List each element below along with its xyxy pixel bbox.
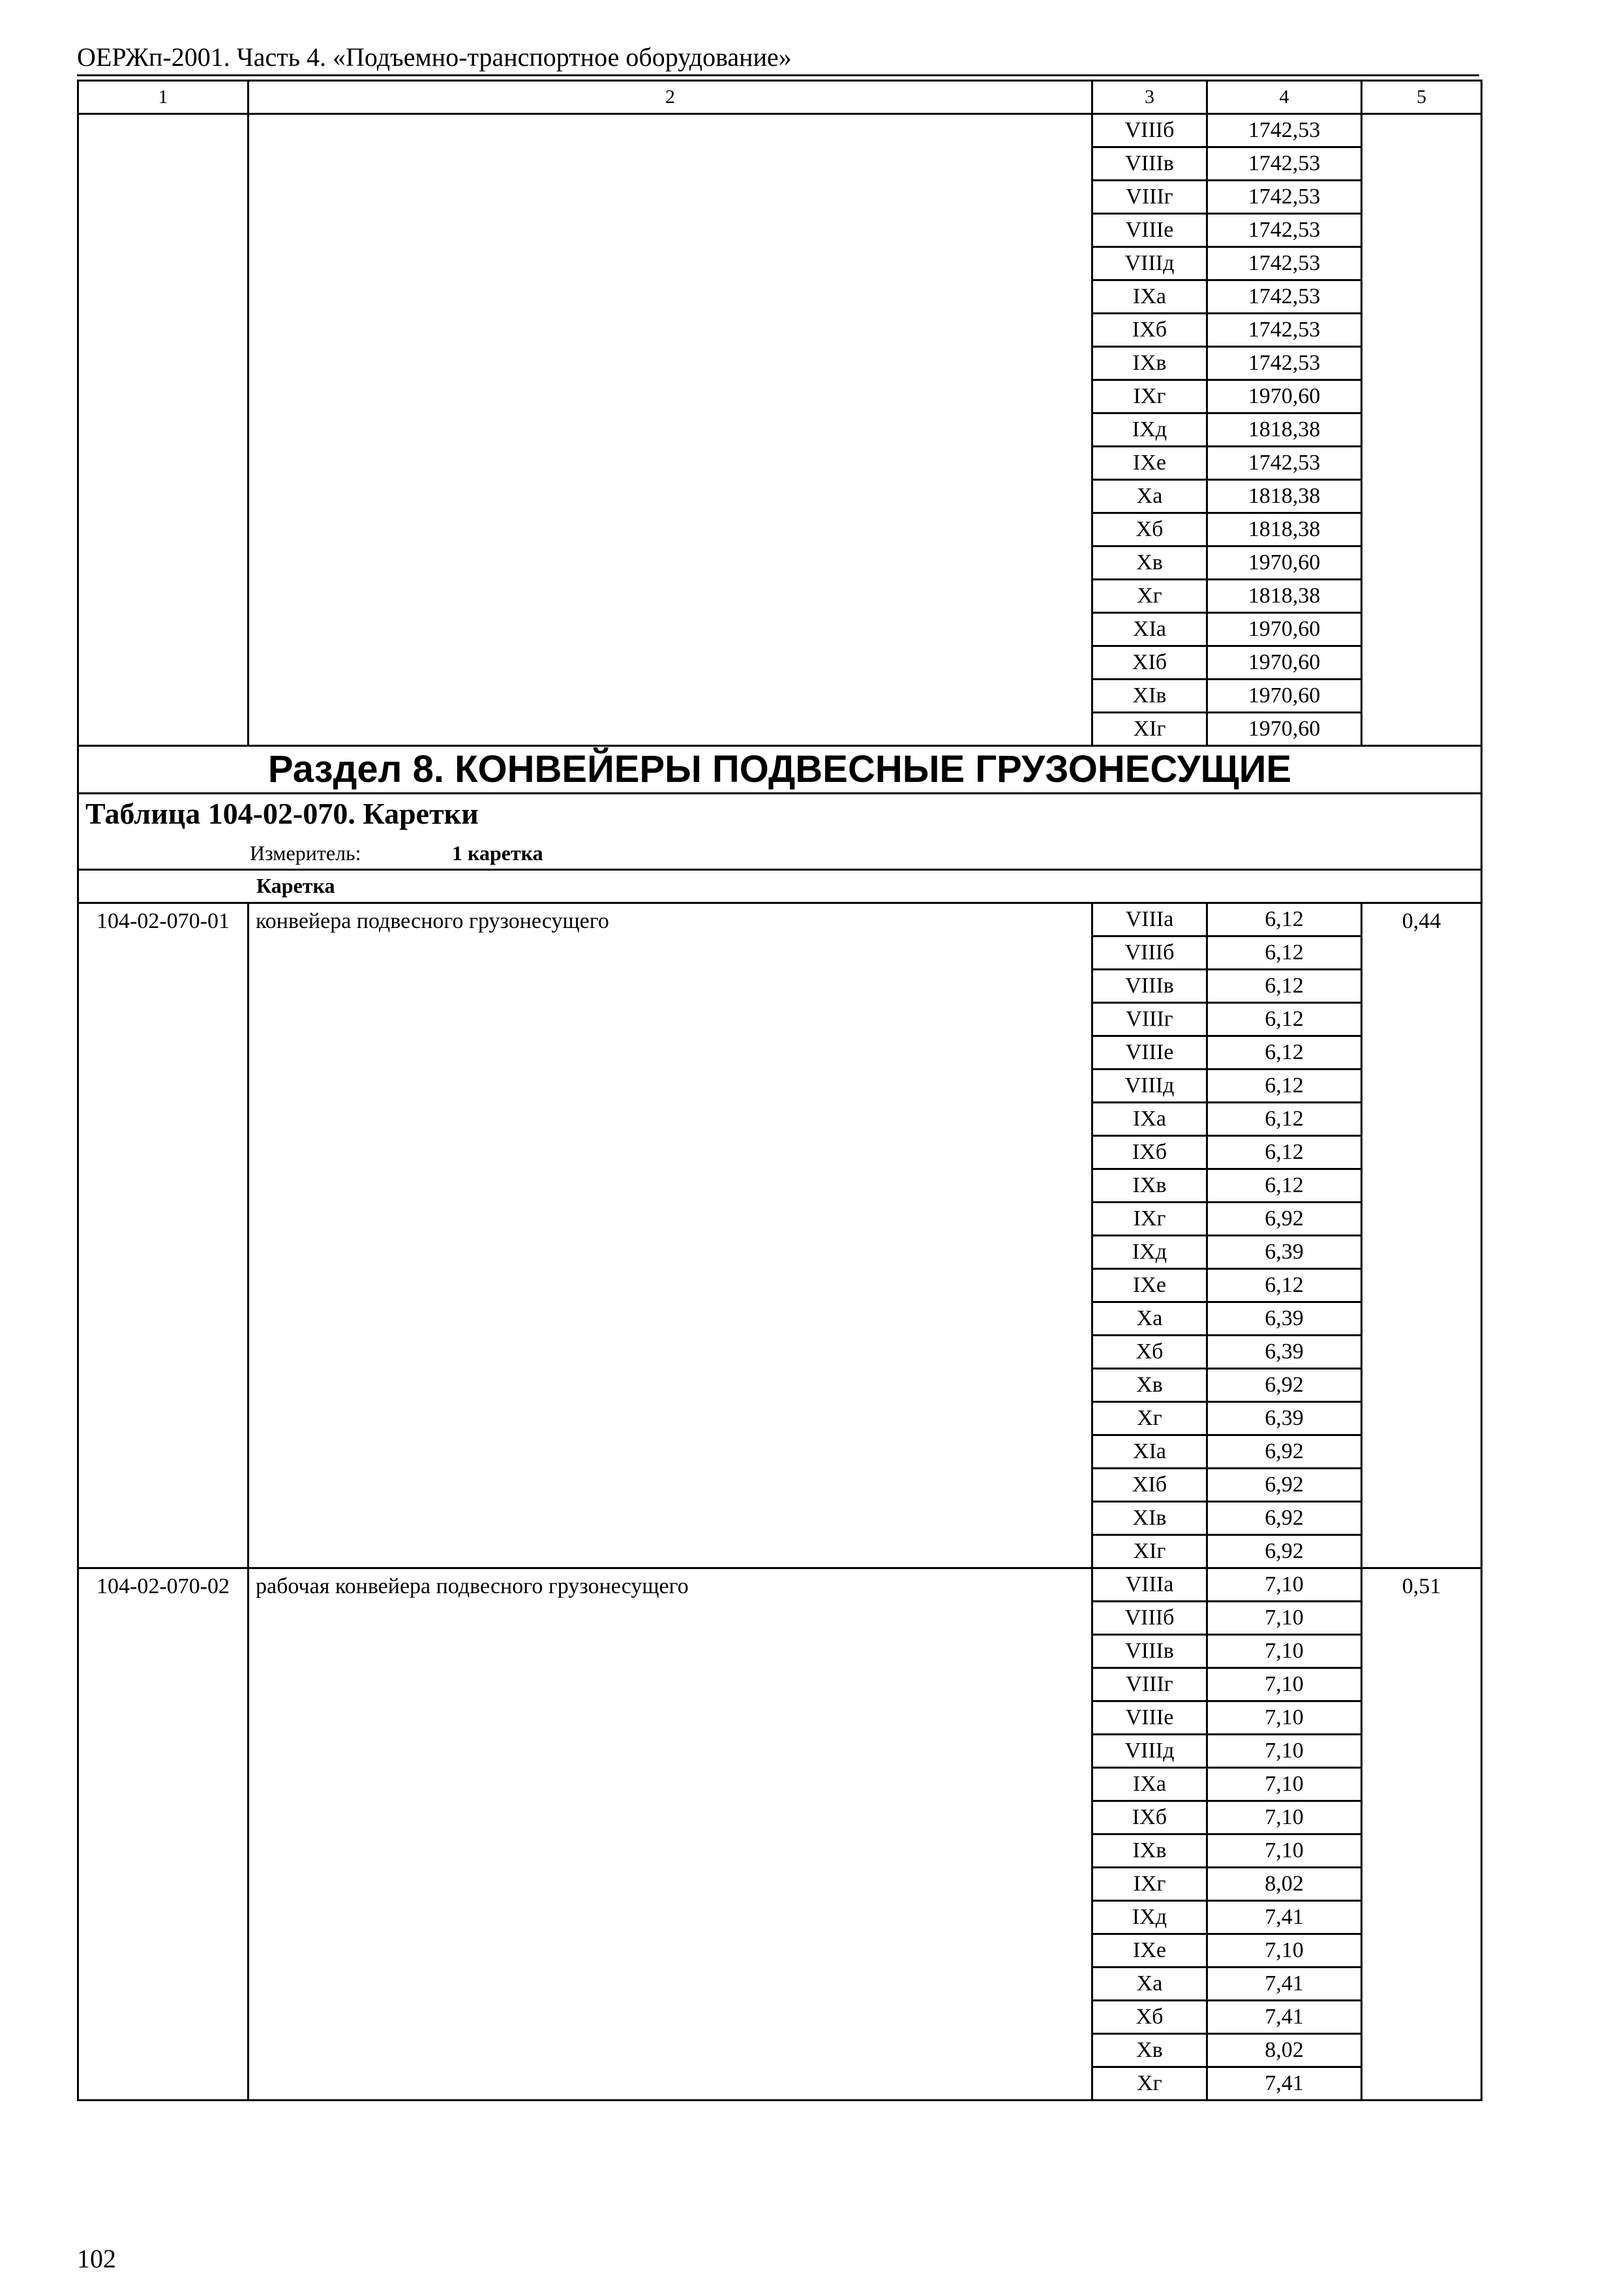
zone-cell: VIIIа	[1092, 1568, 1207, 1602]
value-cell: 6,12	[1207, 1036, 1362, 1070]
table-row	[78, 1568, 1482, 1602]
table-title-row	[78, 794, 1482, 870]
zone-cell: VIIIг	[1092, 1668, 1207, 1701]
value-cell: 1970,60	[1207, 613, 1362, 646]
zone-cell: XIб	[1092, 1469, 1207, 1502]
value-cell: 6,12	[1207, 1003, 1362, 1036]
zone-cell: IXг	[1092, 1868, 1207, 1901]
value-cell: 6,92	[1207, 1469, 1362, 1502]
zone-cell: IXе	[1092, 1934, 1207, 1967]
value-cell: 6,12	[1207, 903, 1362, 936]
zone-cell: VIIIд	[1092, 1070, 1207, 1103]
value-cell: 6,92	[1207, 1502, 1362, 1535]
value-cell: 1742,53	[1207, 347, 1362, 380]
meter-label: Измеритель:	[250, 841, 361, 865]
rates-table	[77, 80, 1482, 2101]
zone-cell: IXа	[1092, 1103, 1207, 1136]
zone-cell: Xа	[1092, 480, 1207, 513]
zone-cell: VIIIб	[1092, 114, 1207, 147]
value-cell: 6,39	[1207, 1236, 1362, 1269]
column-number: 5	[1362, 81, 1482, 114]
value-cell: 7,10	[1207, 1768, 1362, 1801]
zone-cell: Xв	[1092, 2034, 1207, 2067]
value-cell: 6,12	[1207, 970, 1362, 1003]
zone-cell: IXв	[1092, 1169, 1207, 1203]
zone-cell: VIIIг	[1092, 181, 1207, 214]
column-number: 1	[78, 81, 248, 114]
value-cell: 6,92	[1207, 1535, 1362, 1568]
item-name: конвейера подвесного грузонесущего	[248, 903, 1092, 1568]
column-number: 2	[248, 81, 1092, 114]
meter-value: 1 каретка	[452, 841, 543, 865]
zone-cell: IXв	[1092, 347, 1207, 380]
zone-cell: IXе	[1092, 1269, 1207, 1302]
value-cell: 1970,60	[1207, 546, 1362, 580]
zone-cell: Xг	[1092, 580, 1207, 613]
value-cell: 1818,38	[1207, 580, 1362, 613]
value-cell: 1742,53	[1207, 214, 1362, 247]
zone-cell: VIIIе	[1092, 1701, 1207, 1735]
group-row	[78, 870, 1482, 903]
column-number-row	[78, 81, 1482, 114]
zone-cell: VIIIд	[1092, 247, 1207, 280]
zone-cell: XIа	[1092, 613, 1207, 646]
zone-cell: VIIIе	[1092, 1036, 1207, 1070]
value-cell: 1742,53	[1207, 181, 1362, 214]
value-cell: 7,41	[1207, 1967, 1362, 2001]
zone-cell: Xв	[1092, 546, 1207, 580]
item-name: рабочая конвейера подвесного грузонесущего	[248, 1568, 1092, 2101]
value-cell: 7,10	[1207, 1635, 1362, 1668]
zone-cell: VIIIа	[1092, 903, 1207, 936]
zone-cell: XIв	[1092, 1502, 1207, 1535]
value-cell: 1742,53	[1207, 247, 1362, 280]
table-row	[78, 114, 1482, 147]
value-cell: 7,10	[1207, 1568, 1362, 1602]
zone-cell: VIIIг	[1092, 1003, 1207, 1036]
zone-cell: IXб	[1092, 1136, 1207, 1169]
zone-cell: Xг	[1092, 1402, 1207, 1435]
section-title: Раздел 8. КОНВЕЙЕРЫ ПОДВЕСНЫЕ ГРУЗОНЕСУЩИЕ	[78, 746, 1482, 794]
value-cell: 7,10	[1207, 1934, 1362, 1967]
group-cell	[78, 870, 1482, 903]
zone-cell: IXб	[1092, 1801, 1207, 1834]
value-cell: 6,39	[1207, 1302, 1362, 1336]
item-code: 104-02-070-01	[78, 903, 248, 1568]
zone-cell: VIIIе	[1092, 214, 1207, 247]
zone-cell: Xа	[1092, 1967, 1207, 2001]
value-cell: 7,10	[1207, 1801, 1362, 1834]
value-cell: 6,12	[1207, 1103, 1362, 1136]
zone-cell: XIа	[1092, 1435, 1207, 1469]
value-cell: 6,39	[1207, 1336, 1362, 1369]
zone-cell: IXа	[1092, 1768, 1207, 1801]
value-cell: 6,92	[1207, 1435, 1362, 1469]
zone-cell: XIг	[1092, 713, 1207, 746]
table-title-block	[78, 794, 1482, 870]
value-cell: 6,12	[1207, 1169, 1362, 1203]
value-cell: 1742,53	[1207, 314, 1362, 347]
column-number: 3	[1092, 81, 1207, 114]
value-cell: 7,10	[1207, 1602, 1362, 1635]
zone-cell: VIIIв	[1092, 970, 1207, 1003]
zone-cell: VIIIв	[1092, 1635, 1207, 1668]
zone-cell: XIб	[1092, 646, 1207, 680]
value-cell: 8,02	[1207, 1868, 1362, 1901]
value-cell: 7,10	[1207, 1735, 1362, 1768]
zone-cell: IXд	[1092, 1901, 1207, 1934]
value-cell: 7,10	[1207, 1668, 1362, 1701]
zone-cell: IXе	[1092, 447, 1207, 480]
item-col5: 0,44	[1362, 903, 1482, 1568]
zone-cell: IXд	[1092, 413, 1207, 447]
zone-cell: IXг	[1092, 1203, 1207, 1236]
zone-cell: Xб	[1092, 513, 1207, 546]
value-cell: 6,92	[1207, 1369, 1362, 1402]
meter-line	[79, 833, 1481, 869]
zone-cell: Xв	[1092, 1369, 1207, 1402]
value-cell: 1742,53	[1207, 114, 1362, 147]
value-cell: 8,02	[1207, 2034, 1362, 2067]
table-title: Таблица 104-02-070. Каретки	[85, 797, 479, 830]
zone-cell: XIв	[1092, 680, 1207, 713]
value-cell: 1742,53	[1207, 447, 1362, 480]
zone-cell: IXб	[1092, 314, 1207, 347]
value-cell: 1970,60	[1207, 646, 1362, 680]
item-col5: 0,51	[1362, 1568, 1482, 2101]
value-cell: 7,41	[1207, 2067, 1362, 2101]
value-cell: 1818,38	[1207, 413, 1362, 447]
value-cell: 6,12	[1207, 1269, 1362, 1302]
value-cell: 1818,38	[1207, 480, 1362, 513]
page-number: 102	[77, 2244, 116, 2273]
value-cell: 7,10	[1207, 1701, 1362, 1735]
zone-cell: IXг	[1092, 380, 1207, 413]
value-cell: 7,10	[1207, 1834, 1362, 1868]
value-cell: 1970,60	[1207, 713, 1362, 746]
zone-cell: VIIIв	[1092, 147, 1207, 181]
value-cell: 6,12	[1207, 936, 1362, 970]
zone-cell: Xб	[1092, 2001, 1207, 2034]
col5-cell	[1362, 114, 1482, 746]
value-cell: 6,39	[1207, 1402, 1362, 1435]
header-rule-top	[77, 74, 1479, 76]
zone-cell: Xа	[1092, 1302, 1207, 1336]
zone-cell: Xг	[1092, 2067, 1207, 2101]
value-cell: 1818,38	[1207, 513, 1362, 546]
page-header: ОЕРЖп-2001. Часть 4. «Подъемно-транспортное оборудование»	[77, 42, 792, 72]
zone-cell: IXд	[1092, 1236, 1207, 1269]
name-cell	[248, 114, 1092, 746]
value-cell: 1970,60	[1207, 680, 1362, 713]
zone-cell: IXа	[1092, 280, 1207, 314]
zone-cell: IXв	[1092, 1834, 1207, 1868]
value-cell: 7,41	[1207, 2001, 1362, 2034]
value-cell: 6,12	[1207, 1136, 1362, 1169]
value-cell: 6,92	[1207, 1203, 1362, 1236]
zone-cell: VIIIд	[1092, 1735, 1207, 1768]
value-cell: 6,12	[1207, 1070, 1362, 1103]
zone-cell: VIIIб	[1092, 1602, 1207, 1635]
value-cell: 1970,60	[1207, 380, 1362, 413]
section-row	[78, 746, 1482, 794]
zone-cell: Xб	[1092, 1336, 1207, 1369]
zone-cell: VIIIб	[1092, 936, 1207, 970]
value-cell: 1742,53	[1207, 147, 1362, 181]
group-label: Каретка	[256, 874, 335, 897]
code-cell	[78, 114, 248, 746]
value-cell: 7,41	[1207, 1901, 1362, 1934]
item-code: 104-02-070-02	[78, 1568, 248, 2101]
value-cell: 1742,53	[1207, 280, 1362, 314]
zone-cell: XIг	[1092, 1535, 1207, 1568]
column-number: 4	[1207, 81, 1362, 114]
table-row	[78, 903, 1482, 936]
